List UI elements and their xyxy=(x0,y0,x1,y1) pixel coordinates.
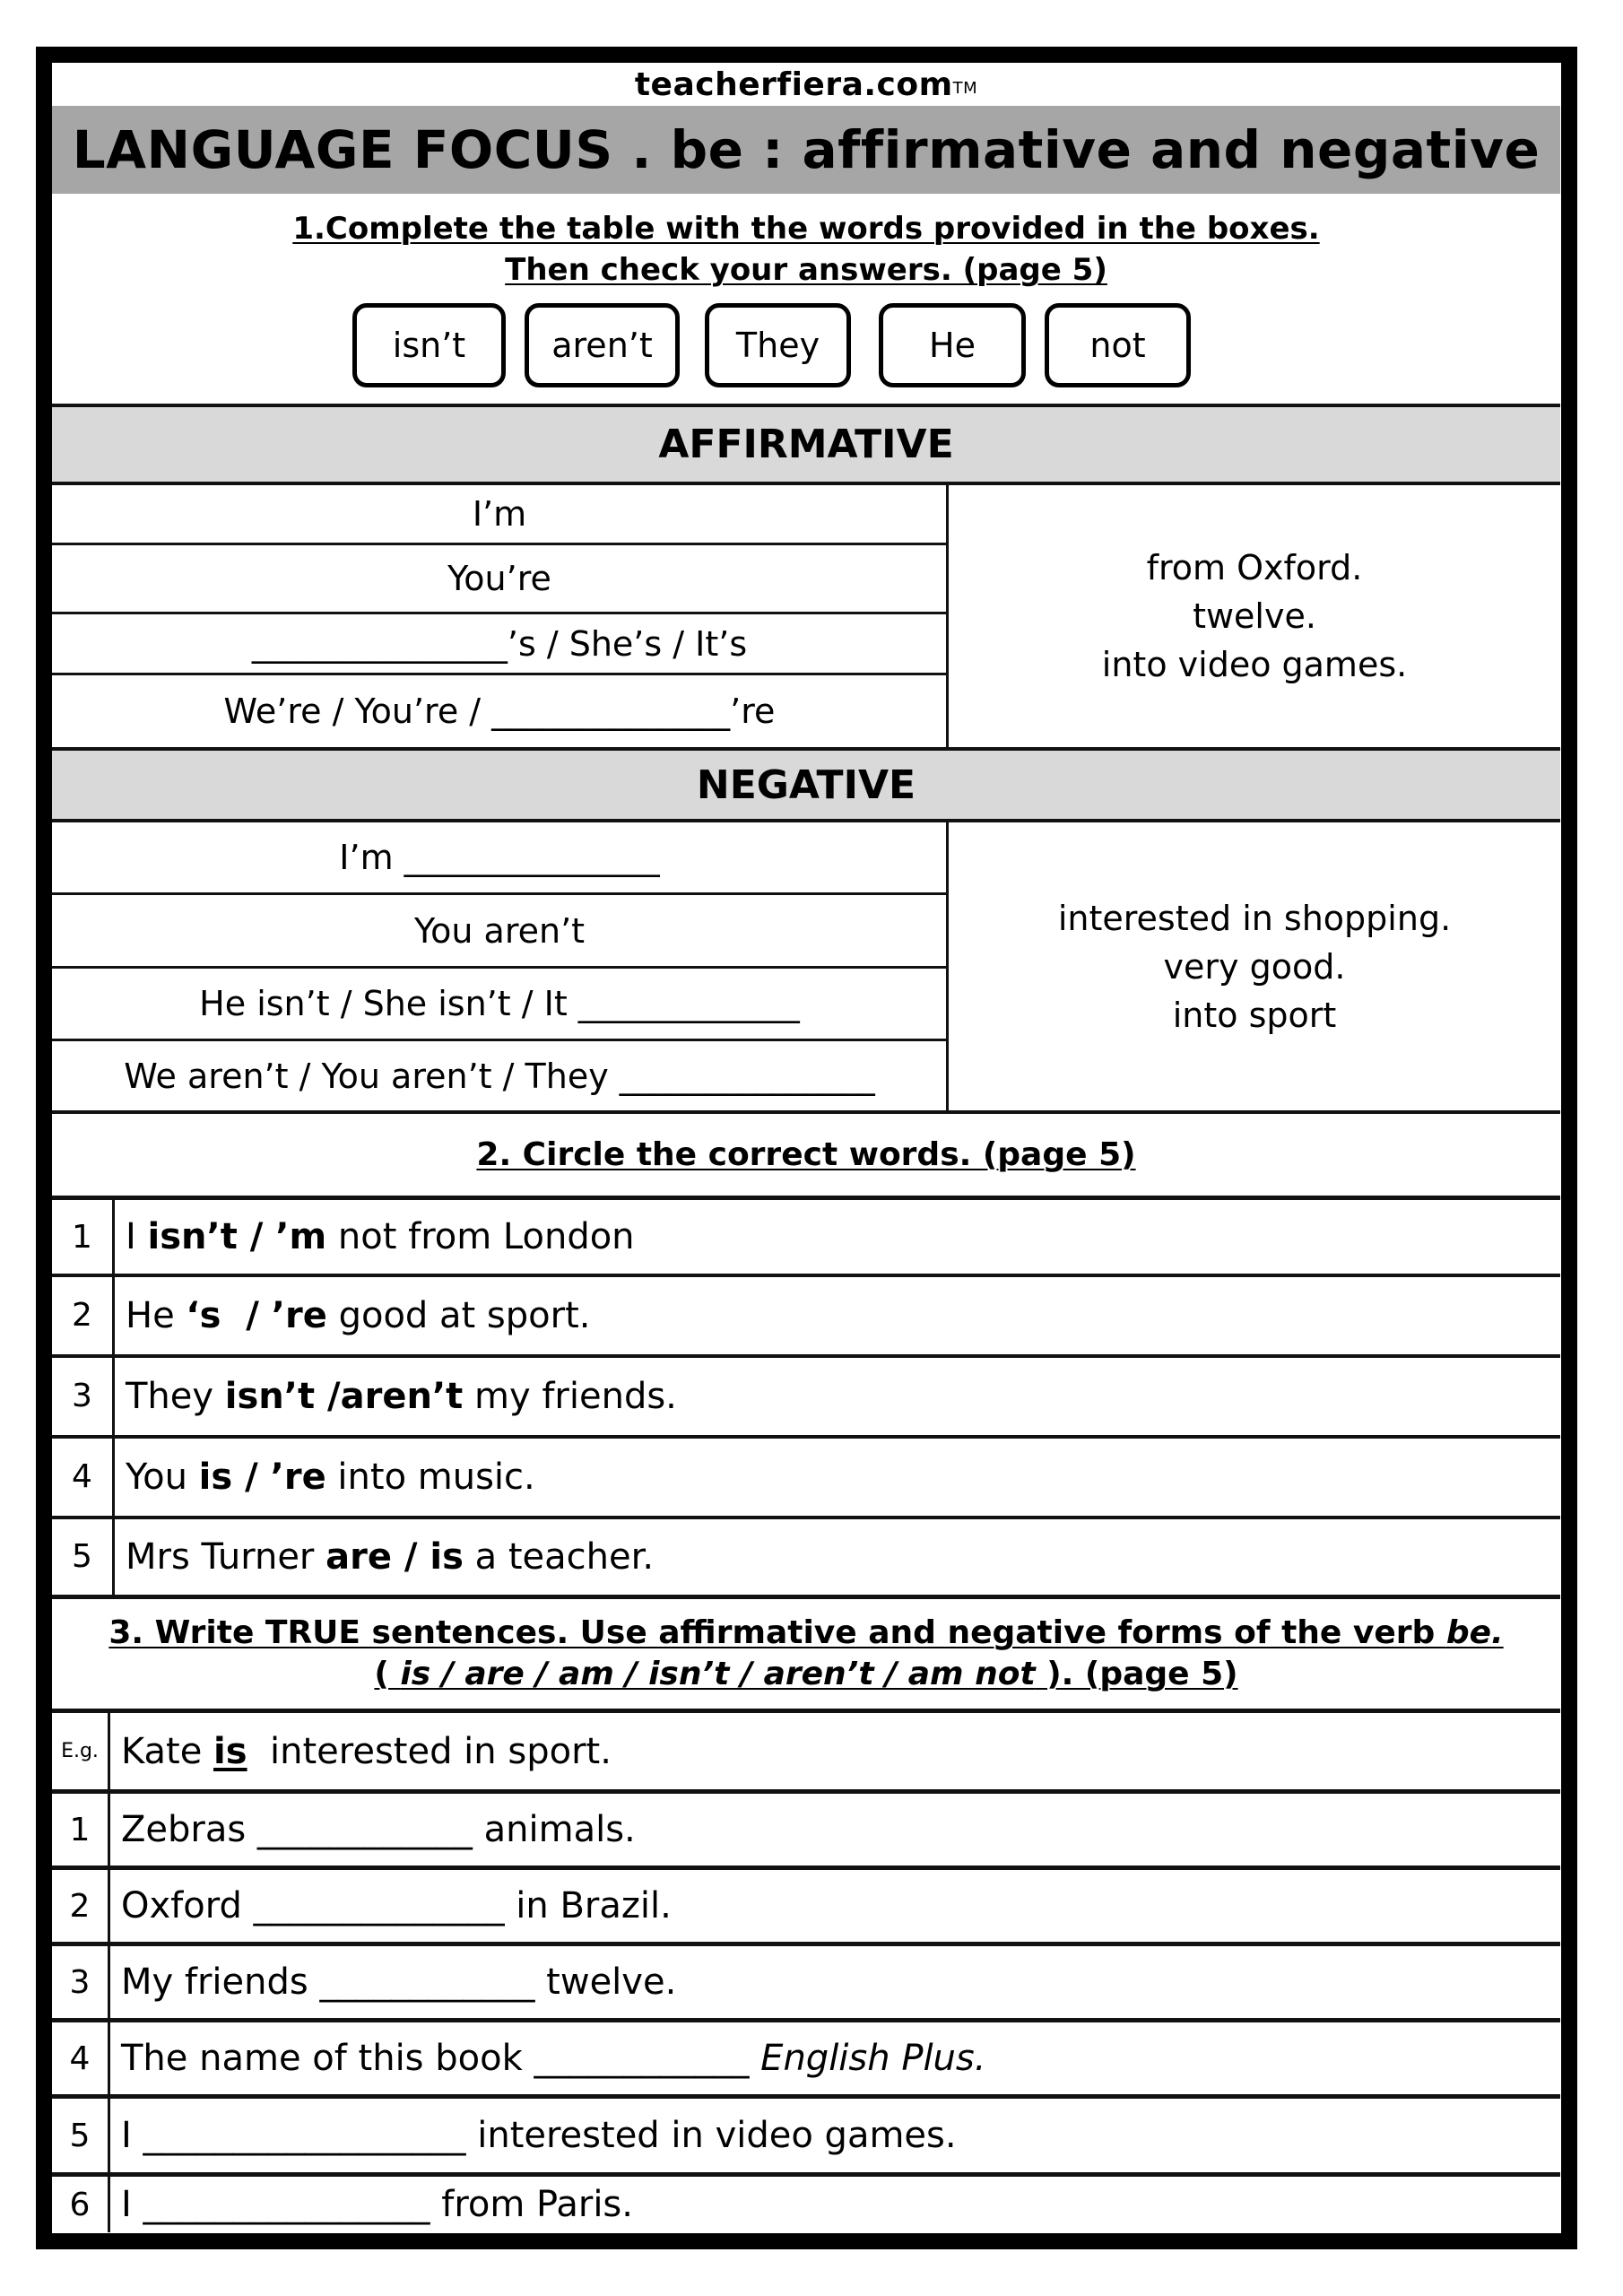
sentence-options[interactable]: is / ’re xyxy=(198,1456,326,1498)
page-title: LANGUAGE FOCUS . be : affirmative and negative xyxy=(52,106,1560,194)
sentence-end: twelve. xyxy=(534,1961,677,2003)
affirmative-heading: AFFIRMATIVE xyxy=(52,407,1560,482)
sentence-start: I xyxy=(121,2184,143,2225)
write-sentence xyxy=(110,1946,1560,2018)
affirmative-complements xyxy=(949,485,1560,747)
sentence-end: from Paris. xyxy=(430,2184,633,2225)
sentence-options[interactable]: isn’t /aren’t xyxy=(224,1375,464,1417)
section1-instruction-line2: Then check your answers. (page 5) xyxy=(505,252,1107,288)
section1-instruction-line1: 1.Complete the table with the words provided in the boxes. xyxy=(292,211,1320,247)
negative-heading: NEGATIVE xyxy=(52,751,1560,819)
negative-complements xyxy=(949,822,1560,1110)
example-before: Kate xyxy=(121,1730,214,1772)
sentence-start: He xyxy=(126,1294,187,1336)
item-number: 3 xyxy=(72,1378,92,1414)
example-label: E.g. xyxy=(61,1740,99,1762)
item-number: 3 xyxy=(69,1963,91,2001)
complement: very good. xyxy=(1163,946,1346,987)
example-sentence xyxy=(110,1713,1560,1789)
circle-sentence xyxy=(115,1518,1560,1595)
word-box: isn’t xyxy=(352,303,506,387)
write-sentence xyxy=(110,1794,1560,1866)
section3-instruction xyxy=(52,1599,1560,1709)
item-number: 5 xyxy=(72,1538,92,1575)
sentence-start: The name of this book xyxy=(121,2038,534,2079)
sentence-end: not from London xyxy=(326,1216,635,1257)
item-number: 1 xyxy=(69,1811,91,1848)
item-number: 5 xyxy=(69,2117,91,2154)
sentence-end: good at sport. xyxy=(326,1294,591,1336)
section3-instruction-verb: be. xyxy=(1445,1614,1504,1651)
sentence-end: into music. xyxy=(325,1456,535,1498)
sentence-end xyxy=(749,2038,760,2079)
brand-name: teacherfiera.com xyxy=(634,65,953,103)
answer-blank[interactable]: __________________ xyxy=(143,2115,466,2156)
complement: into sport xyxy=(1172,995,1337,1035)
affirmative-row: We’re / You’re / ______________’re xyxy=(223,691,776,731)
example-after: interested in sport. xyxy=(247,1730,612,1772)
item-number: 2 xyxy=(72,1297,92,1334)
affirmative-row: You’re xyxy=(447,559,551,598)
word-box: They xyxy=(705,303,851,387)
section3-instruction-line1 xyxy=(108,1613,1503,1654)
word-box: aren’t xyxy=(525,303,680,387)
section3-paren-close: ). (page 5) xyxy=(1035,1656,1238,1692)
sentence-start: My friends xyxy=(121,1961,320,2003)
affirmative-row: I’m xyxy=(472,494,527,534)
answer-blank[interactable]: ____________ xyxy=(319,1961,535,2003)
complement: into video games. xyxy=(1101,645,1408,684)
section1-instruction xyxy=(52,208,1560,291)
sentence-options[interactable]: are / is xyxy=(325,1535,464,1578)
negative-row: He isn’t / She isn’t / It _____________ xyxy=(199,984,800,1023)
sentence-start: Oxford xyxy=(121,1885,254,1926)
sentence-options[interactable]: isn’t / ’m xyxy=(147,1216,327,1257)
write-sentence xyxy=(110,2099,1560,2172)
item-number: 6 xyxy=(69,2186,91,2223)
example-answer: is xyxy=(213,1730,247,1772)
negative-row: We aren’t / You aren’t / They _______________ xyxy=(124,1056,875,1096)
sentence-end: animals. xyxy=(472,1809,636,1850)
sentence-end: interested in video games. xyxy=(465,2115,957,2156)
section3-paren-open: ( xyxy=(374,1656,401,1692)
sentence-options[interactable]: ‘s / ’re xyxy=(186,1294,327,1336)
sentence-start: Zebras xyxy=(121,1809,257,1850)
negative-row: I’m _______________ xyxy=(339,838,660,877)
section3-instruction-main: 3. Write TRUE sentences. Use affirmative and negative forms of the verb xyxy=(108,1614,1446,1651)
section3-verb-forms: is / are / am / isn’t / aren’t / am not xyxy=(400,1656,1036,1692)
complement: interested in shopping. xyxy=(1057,898,1452,938)
write-sentence xyxy=(110,2177,1560,2232)
circle-sentence xyxy=(115,1276,1560,1354)
word-box: He xyxy=(879,303,1026,387)
sentence-start: I xyxy=(126,1216,148,1257)
circle-sentence xyxy=(115,1438,1560,1516)
brand-trademark: TM xyxy=(952,78,978,98)
answer-blank[interactable]: ________________ xyxy=(143,2184,430,2225)
sentence-start: Mrs Turner xyxy=(126,1535,326,1578)
answer-blank[interactable]: ______________ xyxy=(253,1885,505,1926)
sentence-end: my friends. xyxy=(463,1375,677,1417)
sentence-italic: English Plus. xyxy=(760,2038,986,2079)
answer-blank[interactable]: ____________ xyxy=(256,1809,473,1850)
complement: twelve. xyxy=(1193,596,1316,636)
write-sentence xyxy=(110,1870,1560,1942)
brand-watermark xyxy=(52,63,1560,106)
word-box: not xyxy=(1045,303,1191,387)
item-number: 2 xyxy=(69,1887,91,1925)
number-column-divider xyxy=(112,1200,115,1595)
affirmative-row: _______________’s / She’s / It’s xyxy=(251,623,748,664)
sentence-end: in Brazil. xyxy=(504,1885,672,1926)
section2-instruction xyxy=(52,1114,1560,1196)
number-column-divider xyxy=(108,1713,110,2232)
item-number: 4 xyxy=(69,2039,91,2077)
section2-instruction-text: 2. Circle the correct words. (page 5) xyxy=(476,1135,1136,1173)
sentence-start: You xyxy=(126,1456,199,1498)
circle-sentence xyxy=(115,1200,1560,1274)
item-number: 4 xyxy=(72,1458,92,1495)
circle-sentence xyxy=(115,1357,1560,1435)
sentence-start: They xyxy=(126,1375,225,1417)
item-number: 1 xyxy=(72,1218,92,1256)
answer-blank[interactable]: ____________ xyxy=(534,2038,750,2079)
section3-instruction-line2 xyxy=(374,1654,1237,1695)
negative-row: You aren’t xyxy=(413,910,586,951)
write-sentence xyxy=(110,2022,1560,2094)
sentence-end: a teacher. xyxy=(463,1535,655,1578)
complement: from Oxford. xyxy=(1146,548,1363,587)
sentence-start: I xyxy=(121,2115,143,2156)
